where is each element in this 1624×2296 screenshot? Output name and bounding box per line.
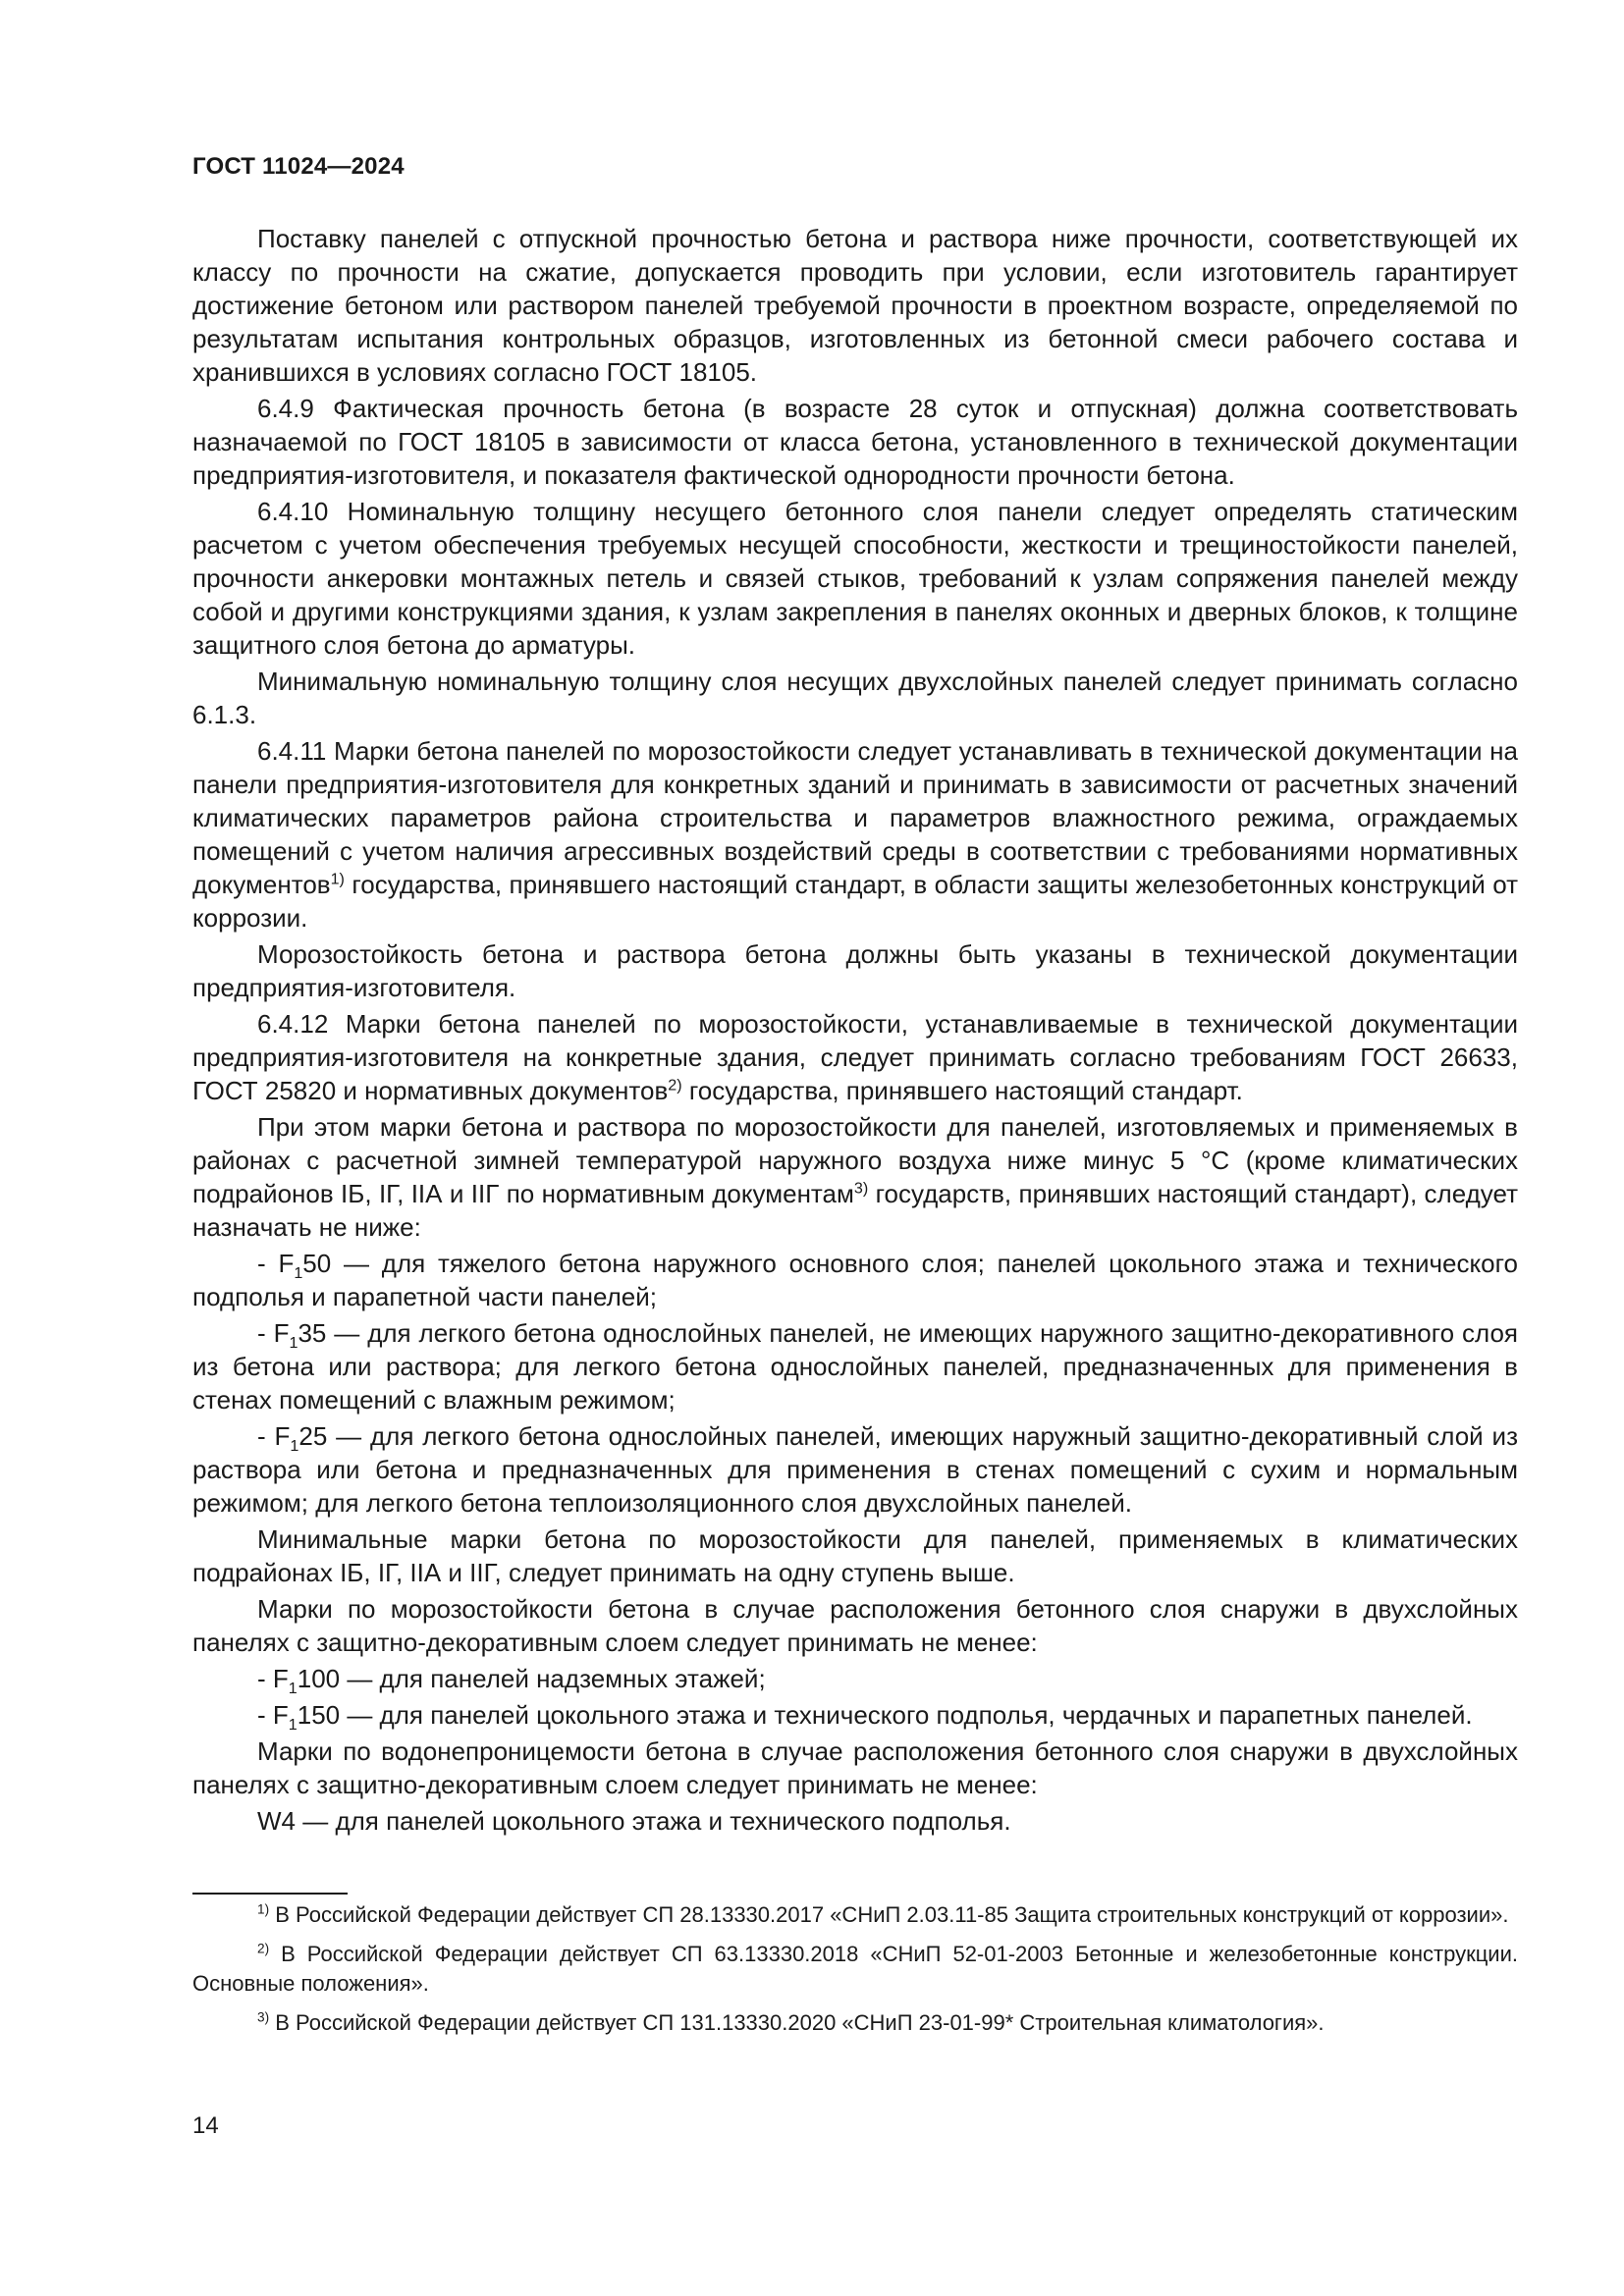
- paragraph: Морозостойкость бетона и раствора бетона должны быть указаны в технической документации предприятия-изготовителя.: [192, 939, 1518, 1002]
- footnote-ref-1: 1): [330, 870, 345, 888]
- list-item-f100: - $F_1100$ — для панелей надземных этажей;: [257, 1664, 766, 1698]
- footnote-2: $^{2)}$ В Российской Федерации действует СП 63.13330.2018 «СНиП 52-01-2003 Бетонные и железобетонные конструкции. Основные положения».: [192, 1941, 1518, 1996]
- footnotes: [192, 1900, 1518, 2048]
- footnote-ref-3: 3): [853, 1179, 869, 1198]
- paragraph: Минимальные марки бетона по морозостойкости для панелей, применяемых в климатических подрайонах IБ, IГ, IIА и IIГ, следует принимать на одну ступень выше.: [192, 1524, 1518, 1587]
- paragraph-6-4-12: 6.4.12 Марки бетона панелей по морозостойкости, устанавливаемые в технической документации предприятия-изготовителя на конкретные здания, следует принимать согласно требованиям ГОСТ 26633, ГОСТ 25820 и нормативных документов$^{2)}$ государства, принявшего настоящий стандарт.: [192, 1009, 1518, 1105]
- paragraph: W4 — для панелей цокольного этажа и технического подполья.: [257, 1806, 1011, 1836]
- paragraph: При этом марки бетона и раствора по морозостойкости для панелей, изготовляемых и применяемых в районах с расчетной зимней температурой наружного воздуха ниже минус 5 °С (кроме климатических подрайонов IБ, IГ, IIА и IIГ по нормативным документам$^{3)}$ государств, принявших настоящий стандарт), следует назначать не ниже:: [192, 1112, 1518, 1242]
- page-number: 14: [192, 2112, 219, 2139]
- paragraph-6-4-9: 6.4.9 Фактическая прочность бетона (в возрасте 28 суток и отпускная) должна соответствовать назначаемой по ГОСТ 18105 в зависимости от класса бетона, установленного в технической документации предприятия-изготовителя, и показателя фактической однородности прочности бетона.: [192, 394, 1518, 490]
- footnote-ref-2: 2): [668, 1076, 682, 1095]
- paragraph: Марки по водонепроницемости бетона в случае расположения бетонного слоя снаружи в двухслойных панелях с защитно-декоративным слоем следует принимать не менее:: [192, 1736, 1518, 1799]
- list-item-f35: - $F_135$ — для легкого бетона однослойных панелей, не имеющих наружного защитно-декоративного слоя из бетона или раствора; для легкого бетона однослойных панелей, предназначенных для применения в стенах помещений с влажным режимом;: [192, 1318, 1518, 1415]
- paragraph-6-4-11: 6.4.11 Марки бетона панелей по морозостойкости следует устанавливать в технической документации на панели предприятия-изготовителя для конкретных зданий и принимать в зависимости от расчетных значений климатических параметров района строительства и параметров влажностного режима, ограждаемых помещений с учетом наличия агрессивных воздействий среды в соответствии с требованиями нормативных документов$^{1)}$ государства, принявшего настоящий стандарт, в области защиты железобетонных конструкций от коррозии.: [192, 736, 1518, 933]
- footnote-divider: [192, 1893, 348, 1895]
- paragraph: Марки по морозостойкости бетона в случае расположения бетонного слоя снаружи в двухслойных панелях с защитно-декоративным слоем следует принимать не менее:: [192, 1594, 1518, 1657]
- paragraph-6-4-10: 6.4.10 Номинальную толщину несущего бетонного слоя панели следует определять статическим расчетом с учетом обеспечения требуемых несущей способности, жесткости и трещиностойкости панелей, прочности анкеровки монтажных петель и связей стыков, требований к узлам сопряжения панелей между собой и другими конструкциями здания, к узлам закрепления в панелях оконных и дверных блоков, к толщине защитного слоя бетона до арматуры.: [192, 497, 1518, 660]
- paragraph: Минимальную номинальную толщину слоя несущих двухслойных панелей следует принимать согласно 6.1.3.: [192, 667, 1518, 729]
- footnote-1: $^{1)}$ В Российской Федерации действует СП 28.13330.2017 «СНиП 2.03.11-85 Защита строительных конструкций от коррозии».: [257, 1901, 1509, 1927]
- body-text: [192, 222, 1518, 1841]
- list-item-f25: - $F_125$ — для легкого бетона однослойных панелей, имеющих наружный защитно-декоративный слой из раствора или бетона и предназначенных для применения в стенах помещений с сухим и нормальным режимом; для легкого бетона теплоизоляционного слоя двухслойных панелей.: [192, 1421, 1518, 1518]
- list-item-f50: - $F_150$ — для тяжелого бетона наружного основного слоя; панелей цокольного этажа и технического подполья и парапетной части панелей;: [192, 1249, 1518, 1311]
- list-item-f150: - $F_1150$ — для панелей цокольного этажа и технического подполья, чердачных и парапетных панелей.: [257, 1700, 1473, 1735]
- footnote-3: $^{3)}$ В Российской Федерации действует СП 131.13330.2020 «СНиП 23-01-99* Строительная климатология».: [257, 2009, 1325, 2035]
- paragraph: Поставку панелей с отпускной прочностью бетона и раствора ниже прочности, соответствующей их классу по прочности на сжатие, допускается проводить при условии, если изготовитель гарантирует достижение бетоном или раствором панелей требуемой прочности в проектном возрасте, определяемой по результатам испытания контрольных образцов, изготовленных из бетонной смеси рабочего состава и хранившихся в условиях согласно ГОСТ 18105.: [192, 224, 1518, 387]
- document-header: ГОСТ 11024—2024: [192, 153, 405, 180]
